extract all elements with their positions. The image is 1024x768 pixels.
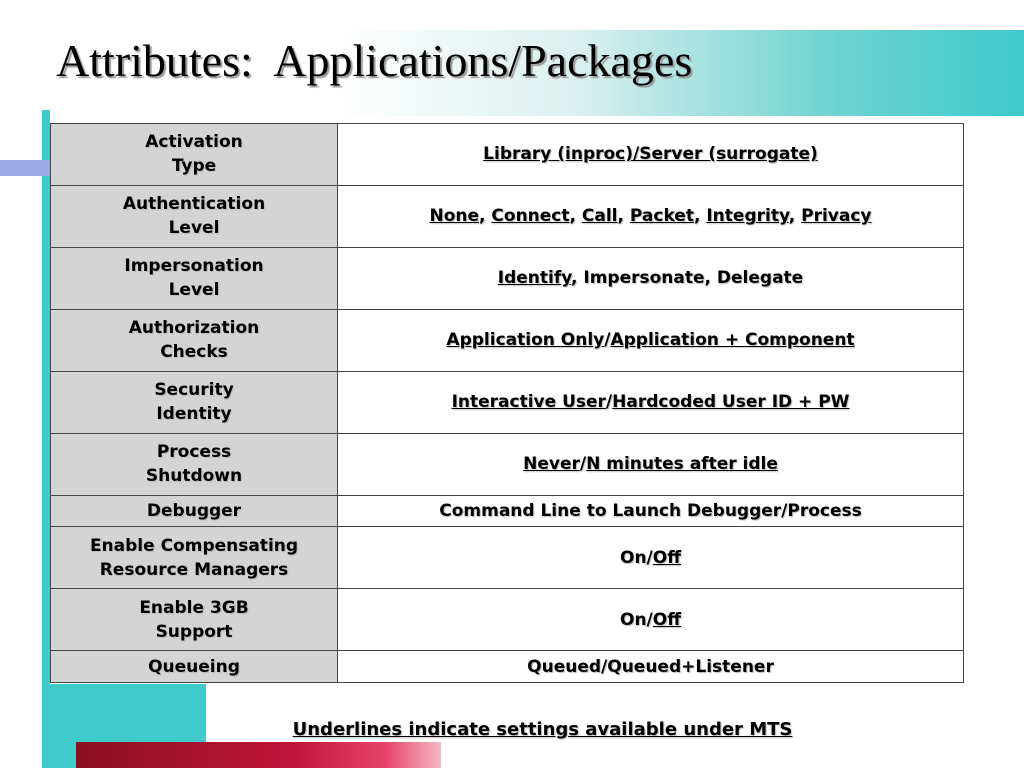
setting-text: Queued/Queued+Listener <box>527 656 774 677</box>
attribute-value-cell <box>338 309 964 371</box>
attribute-name-cell <box>51 247 338 309</box>
setting-text: , <box>788 206 802 227</box>
attribute-name-line: Authentication <box>122 194 266 215</box>
attribute-name-line: Process <box>156 442 232 463</box>
table-row <box>51 433 964 495</box>
table-row <box>51 309 964 371</box>
table-row <box>51 124 964 186</box>
mts-setting-text: Connect <box>491 206 570 227</box>
setting-text: , <box>617 206 630 227</box>
mts-setting-text: Packet <box>629 206 694 227</box>
attribute-name-line: Checks <box>160 342 228 363</box>
left-accent-strip <box>42 110 50 768</box>
mts-setting-text: Off <box>652 547 681 568</box>
mts-setting-text: Application Only <box>446 330 605 351</box>
attribute-name-line: Shutdown <box>145 466 243 487</box>
attribute-value-cell <box>338 371 964 433</box>
table-row <box>51 185 964 247</box>
attribute-name-line: Level <box>168 218 220 239</box>
attribute-name-cell <box>51 495 338 527</box>
attribute-value-cell <box>338 495 964 527</box>
attribute-value-cell <box>338 527 964 589</box>
attributes-table-body <box>51 124 964 683</box>
table-row <box>51 527 964 589</box>
attribute-name-cell <box>51 527 338 589</box>
attribute-name-line: Support <box>155 621 233 642</box>
attribute-value-cell <box>338 124 964 186</box>
setting-text: / <box>579 454 587 475</box>
table-row <box>51 651 964 683</box>
setting-text: , <box>479 206 492 227</box>
table-row <box>51 247 964 309</box>
mts-setting-text: Hardcoded User ID + PW <box>612 392 850 413</box>
attribute-name-cell <box>51 651 338 683</box>
bottom-red-bar <box>76 742 441 768</box>
table-row <box>51 495 964 527</box>
attribute-value-cell <box>338 589 964 651</box>
attribute-name-line: Resource Managers <box>99 559 289 580</box>
attribute-name-line: Impersonation <box>124 256 264 277</box>
mts-setting-text: Library (inproc)/Server (surrogate) <box>483 144 818 165</box>
attribute-name-line: Enable Compensating <box>89 535 299 556</box>
attribute-name-cell <box>51 309 338 371</box>
setting-text: On/ <box>620 547 653 568</box>
footnote: Underlines indicate settings available under MTS <box>292 719 793 740</box>
setting-text: / <box>605 392 613 413</box>
mts-setting-text: Call <box>581 206 618 227</box>
attribute-name-cell <box>51 185 338 247</box>
mts-setting-text: Application + Component <box>610 330 855 351</box>
slide-title: Attributes: Applications/Packages <box>56 35 693 86</box>
mts-setting-text: Off <box>652 609 681 630</box>
setting-text: Command Line to Launch Debugger/Process <box>439 501 862 522</box>
setting-text: , <box>569 206 582 227</box>
attribute-name-cell <box>51 433 338 495</box>
mts-setting-text: None <box>429 206 480 227</box>
attribute-name-cell <box>51 589 338 651</box>
attribute-value-cell <box>338 247 964 309</box>
setting-text: , Impersonate, Delegate <box>571 268 804 289</box>
mts-setting-text: Identify <box>497 268 572 289</box>
attribute-name-line: Level <box>168 280 220 301</box>
attribute-name-line: Activation <box>145 132 243 153</box>
attribute-name-line: Identity <box>156 404 232 425</box>
setting-text: On/ <box>620 609 653 630</box>
blue-accent-tab <box>0 160 50 176</box>
setting-text: , <box>693 206 707 227</box>
attribute-name-cell <box>51 371 338 433</box>
attribute-name-cell <box>51 124 338 186</box>
attribute-value-cell <box>338 651 964 683</box>
attribute-value-cell <box>338 433 964 495</box>
attribute-name-line: Enable 3GB <box>139 597 249 618</box>
attribute-name-line: Security <box>154 380 234 401</box>
setting-text: / <box>604 330 611 351</box>
attributes-table <box>50 123 964 683</box>
mts-setting-text: Never <box>523 454 580 475</box>
attribute-name-line: Type <box>171 156 217 177</box>
attribute-name-line: Authorization <box>128 318 260 339</box>
mts-setting-text: Interactive User <box>451 392 606 413</box>
mts-setting-text: N minutes after idle <box>586 454 778 475</box>
table-row <box>51 371 964 433</box>
mts-setting-text: Privacy <box>801 206 872 227</box>
table-row <box>51 589 964 651</box>
attribute-value-cell <box>338 185 964 247</box>
attribute-name-line: Queueing <box>148 656 240 677</box>
mts-setting-text: Integrity <box>706 206 789 227</box>
attribute-name-line: Debugger <box>146 501 242 522</box>
